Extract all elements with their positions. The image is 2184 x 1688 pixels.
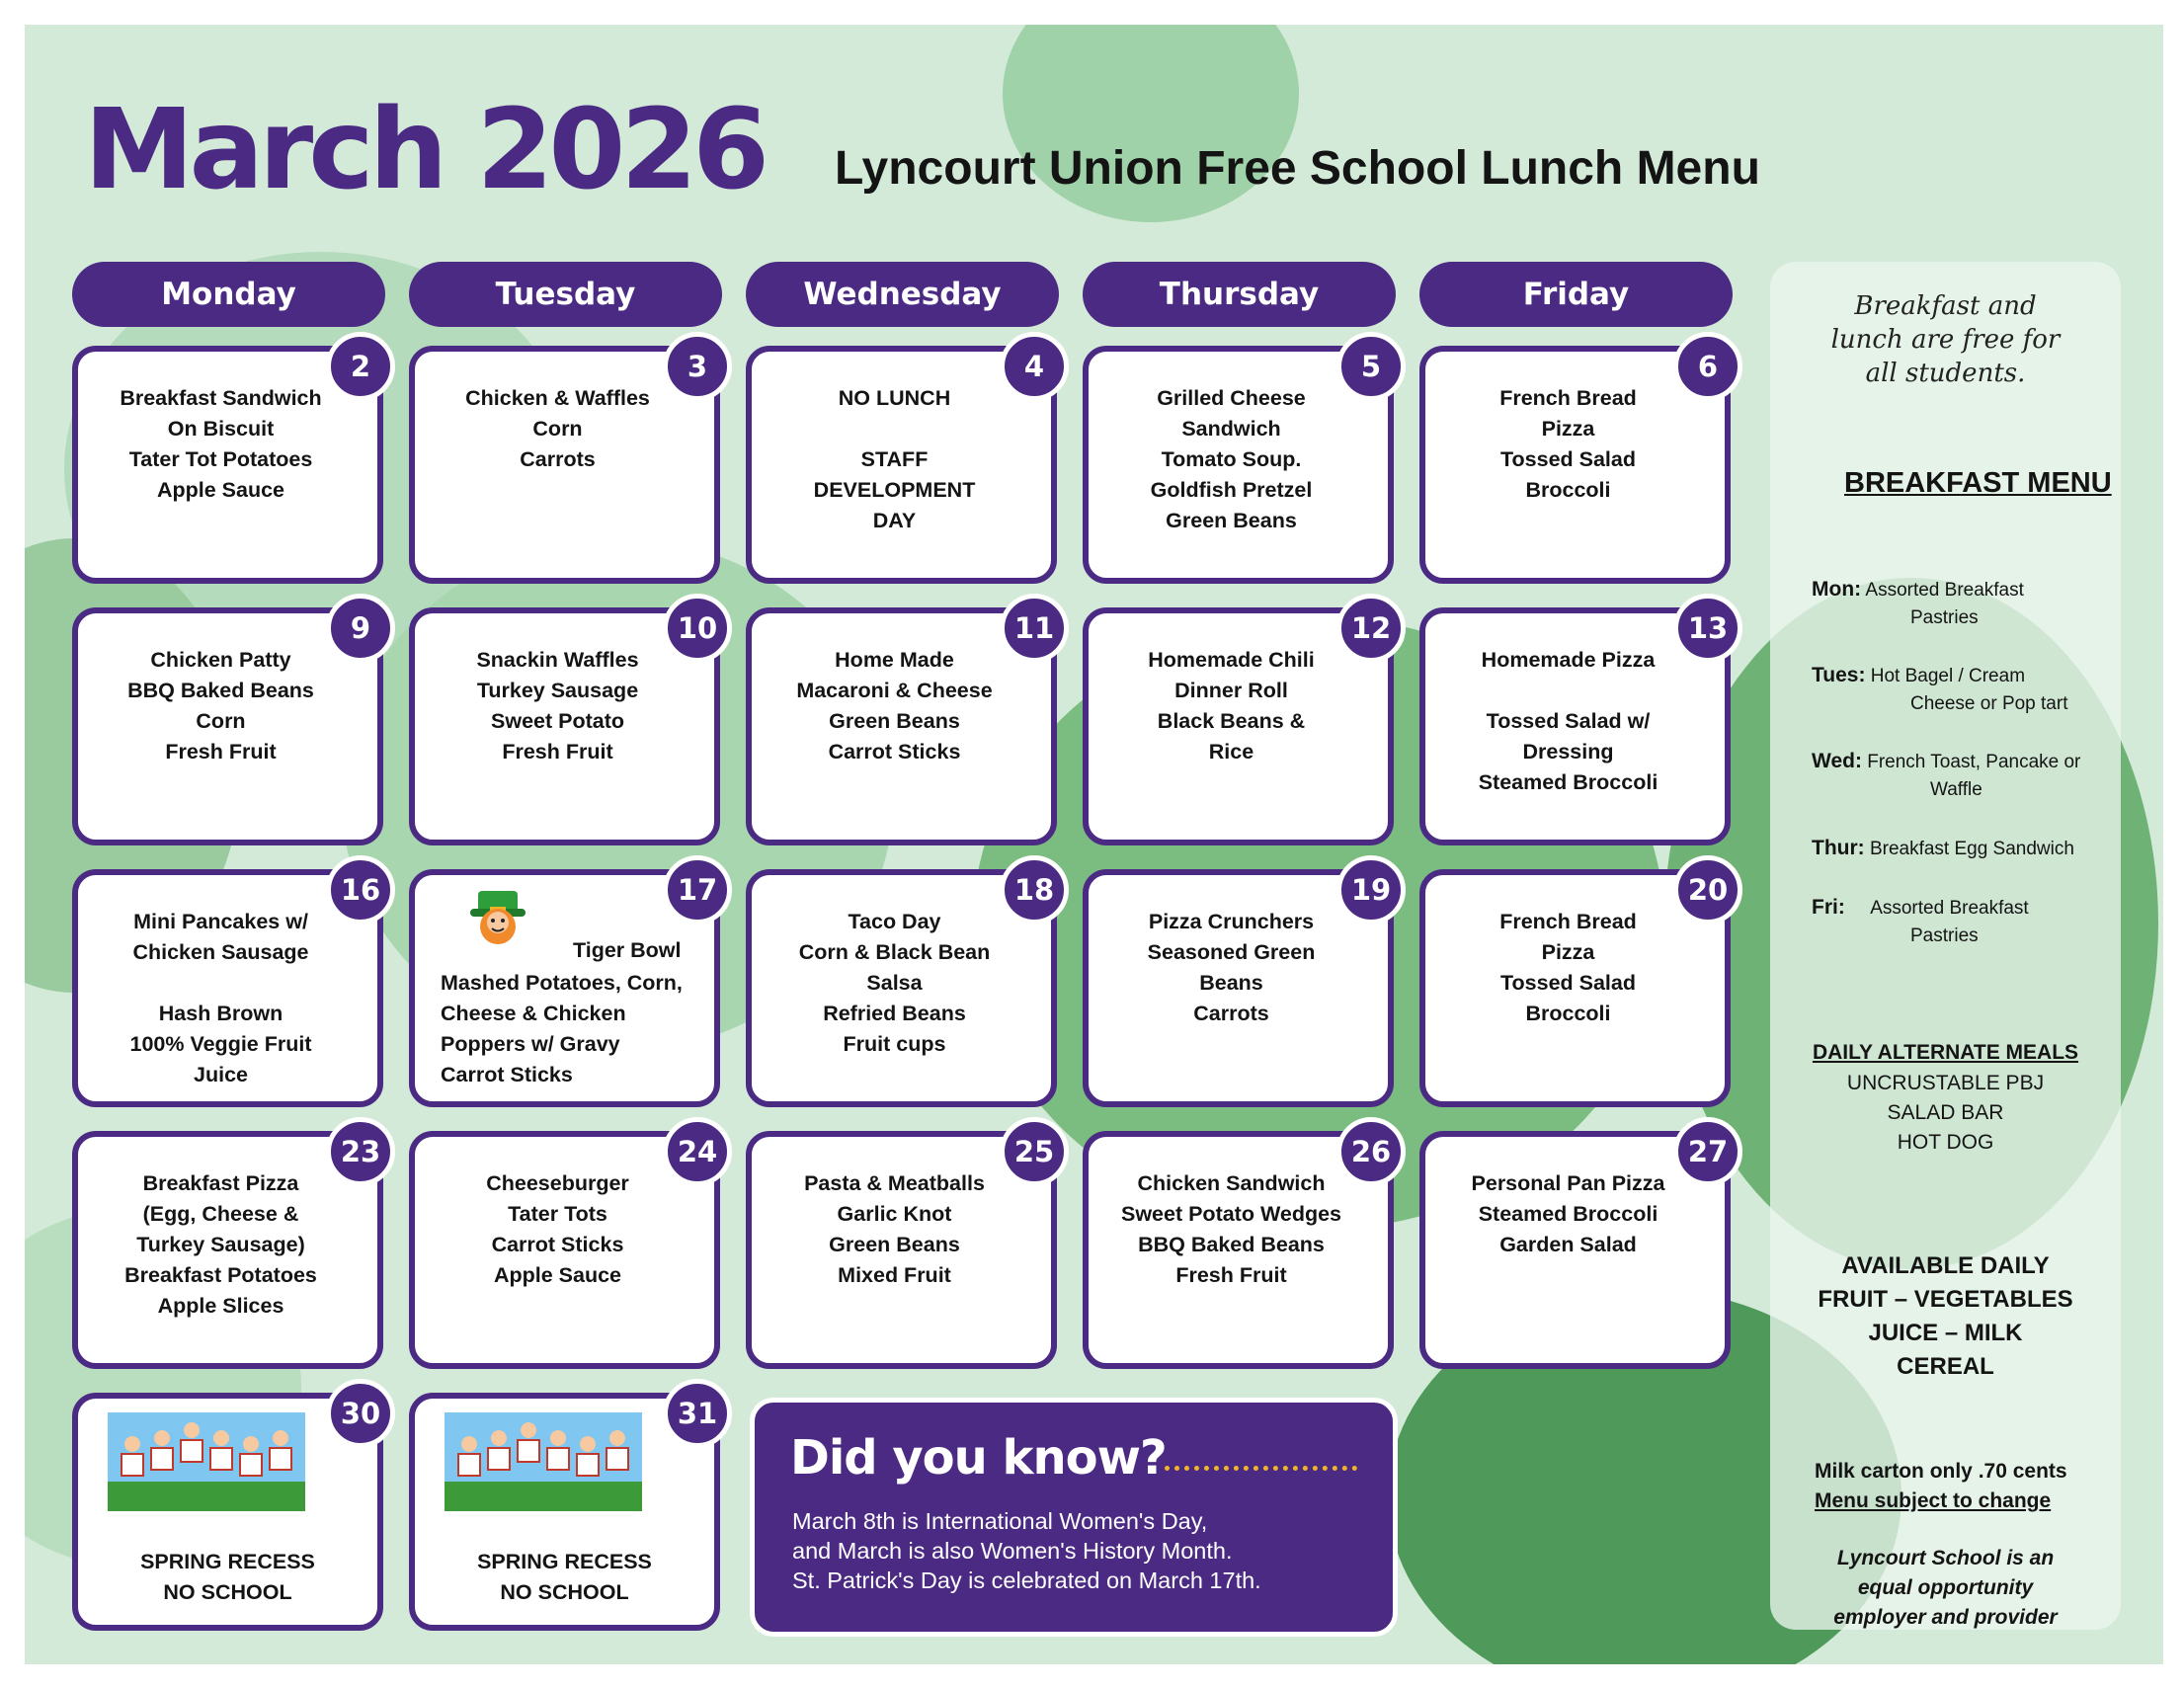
equal-opportunity-note: [1770, 1544, 2121, 1633]
menu-line: DEVELOPMENT: [813, 478, 976, 502]
menu-page: [25, 25, 2163, 1664]
menu-line: Pasta & Meatballs: [804, 1171, 985, 1195]
day-number: 27: [1673, 1117, 1742, 1186]
day-cell: [72, 1131, 383, 1369]
menu-line: Apple Sauce: [156, 478, 285, 502]
menu-line: Corn: [196, 709, 246, 733]
menu-line: Green Beans: [829, 1233, 960, 1256]
menu-line: Sweet Potato Wedges: [1120, 1202, 1341, 1226]
menu-line: Juice: [194, 1063, 248, 1086]
menu-items: [768, 383, 1021, 536]
menu-line: Salsa: [866, 971, 923, 995]
day-number: 30: [326, 1379, 395, 1448]
breakfast-text: Assorted Breakfast: [1865, 580, 2024, 601]
did-you-know-title: Did you know?: [790, 1430, 1167, 1486]
breakfast-day: Mon:: [1812, 578, 1862, 601]
menu-spacer: [1441, 676, 1695, 706]
day-number: 16: [326, 855, 395, 924]
menu-line: Green Beans: [1166, 509, 1297, 532]
note-line: all students.: [1865, 359, 2026, 388]
breakfast-text: French Toast, Pancake or: [1867, 752, 2081, 772]
menu-line: Mashed Potatoes, Corn,: [441, 971, 683, 995]
menu-line: Dinner Roll: [1174, 679, 1288, 702]
day-cell: [1083, 1131, 1394, 1369]
alternate-meals-heading: DAILY ALTERNATE MEALS: [1812, 1041, 2079, 1064]
breakfast-day: Fri:: [1812, 896, 1845, 919]
menu-line: Fresh Fruit: [165, 740, 277, 764]
day-cell: [1083, 869, 1394, 1107]
menu-line: Tossed Salad: [1499, 447, 1636, 471]
day-cell: [1419, 346, 1731, 584]
day-number: 23: [326, 1117, 395, 1186]
menu-line: Tater Tot Potatoes: [128, 447, 313, 471]
day-cell: [1419, 869, 1731, 1107]
breakfast-item: [1812, 662, 2067, 718]
menu-line: Cheese & Chicken: [441, 1002, 626, 1025]
day-cell: [1419, 1131, 1731, 1369]
day-number: 19: [1336, 855, 1406, 924]
breakfast-text-cont: Pastries: [1910, 607, 1979, 628]
milk-price: Milk carton only .70 cents: [1815, 1460, 2067, 1483]
day-cell: [746, 1131, 1057, 1369]
menu-line: Homemade Pizza: [1481, 648, 1656, 672]
menu-line: Rice: [1208, 740, 1254, 764]
month-title: March 2026: [84, 86, 766, 214]
alternate-meals: [1770, 1037, 2121, 1158]
menu-items: [431, 645, 685, 767]
day-cell: [409, 607, 720, 845]
menu-line: Poppers w/ Gravy: [441, 1032, 620, 1056]
menu-line: Chicken Sandwich: [1137, 1171, 1326, 1195]
menu-items: [1441, 383, 1695, 506]
breakfast-item: [1812, 894, 2029, 950]
menu-line: Tossed Salad: [1499, 971, 1636, 995]
day-number: 25: [1000, 1117, 1069, 1186]
milk-note: [1815, 1457, 2067, 1516]
note-line: employer and provider: [1833, 1606, 2058, 1629]
weekday-header-thursday: Thursday: [1083, 262, 1396, 327]
day-number: 26: [1336, 1117, 1406, 1186]
menu-items: [431, 1168, 685, 1291]
day-cell: [409, 869, 720, 1107]
day-number: 3: [663, 332, 732, 401]
menu-line: Corn: [532, 417, 583, 441]
menu-line: Mixed Fruit: [838, 1263, 951, 1287]
fact-line: March 8th is International Women's Day,: [792, 1508, 1208, 1534]
menu-line: Cheeseburger: [486, 1171, 629, 1195]
menu-line: Carrots: [1193, 1002, 1269, 1025]
spring-picture: [445, 1412, 642, 1511]
day-cell: [1083, 346, 1394, 584]
menu-line: Fruit cups: [843, 1032, 946, 1056]
menu-line: NO SCHOOL: [163, 1580, 292, 1604]
breakfast-item: [1812, 748, 2080, 804]
menu-line: Turkey Sausage): [136, 1233, 305, 1256]
menu-items: [94, 645, 348, 767]
info-sidebar: [1770, 262, 2121, 1630]
did-you-know-text: [792, 1506, 1261, 1595]
available-line: FRUIT – VEGETABLES: [1818, 1286, 2073, 1313]
menu-line: Beans: [1199, 971, 1263, 995]
menu-line: Black Beans &: [1157, 709, 1306, 733]
menu-line: Carrots: [520, 447, 596, 471]
menu-line: Taco Day: [848, 910, 941, 933]
menu-line: Personal Pan Pizza: [1471, 1171, 1665, 1195]
day-cell: [746, 607, 1057, 845]
menu-line: Pizza: [1541, 417, 1595, 441]
tiger-bowl-label: Tiger Bowl: [573, 938, 682, 962]
menu-items: [1104, 907, 1358, 1029]
day-number: 5: [1336, 332, 1406, 401]
recess-notice: [415, 1547, 714, 1608]
menu-items: [1441, 907, 1695, 1029]
menu-line: Tater Tots: [508, 1202, 607, 1226]
menu-line: Seasoned Green: [1147, 940, 1316, 964]
menu-line: Goldfish Pretzel: [1150, 478, 1313, 502]
menu-line: Dressing: [1522, 740, 1614, 764]
menu-line: On Biscuit: [167, 417, 275, 441]
day-cell: [72, 607, 383, 845]
menu-line: Sandwich: [1181, 417, 1281, 441]
available-line: JUICE – MILK: [1868, 1320, 2023, 1346]
menu-items: [768, 1168, 1021, 1291]
menu-line: Grilled Cheese: [1157, 386, 1306, 410]
day-number: 31: [663, 1379, 732, 1448]
menu-line: Breakfast Sandwich: [120, 386, 322, 410]
menu-line: French Bread: [1499, 386, 1637, 410]
menu-items: [1104, 1168, 1358, 1291]
menu-line: Carrot Sticks: [441, 1063, 573, 1086]
day-number: 17: [663, 855, 732, 924]
did-you-know-box: [750, 1398, 1398, 1637]
menu-line: Garlic Knot: [837, 1202, 952, 1226]
day-number: 2: [326, 332, 395, 401]
weekday-header-monday: Monday: [72, 262, 385, 327]
breakfast-text: Assorted Breakfast: [1870, 898, 2029, 919]
menu-line: Refried Beans: [823, 1002, 966, 1025]
menu-line: Broccoli: [1525, 478, 1611, 502]
menu-line: Tomato Soup.: [1161, 447, 1302, 471]
menu-line: Steamed Broccoli: [1478, 1202, 1658, 1226]
free-meals-note: [1770, 289, 2121, 390]
available-line: AVAILABLE DAILY: [1841, 1252, 2050, 1279]
menu-line: Chicken Patty: [150, 648, 291, 672]
day-number: 4: [1000, 332, 1069, 401]
menu-line: Chicken & Waffles: [465, 386, 650, 410]
menu-spacer: [94, 968, 348, 999]
breakfast-text-cont: Pastries: [1910, 925, 1979, 946]
menu-line: Pizza: [1541, 940, 1595, 964]
breakfast-text: Breakfast Egg Sandwich: [1869, 839, 2074, 859]
fact-line: St. Patrick's Day is celebrated on March 17th.: [792, 1567, 1261, 1593]
day-cell: [1419, 607, 1731, 845]
menu-items: [441, 968, 685, 1090]
menu-change-note: Menu subject to change: [1815, 1489, 2052, 1512]
day-cell: [72, 346, 383, 584]
day-number: 9: [326, 594, 395, 663]
dotted-divider: [1165, 1466, 1357, 1471]
weekday-header-friday: Friday: [1419, 262, 1733, 327]
day-cell: [746, 869, 1057, 1107]
note-line: Lyncourt School is an: [1836, 1547, 2055, 1569]
menu-line: Chicken Sausage: [132, 940, 309, 964]
menu-line: DAY: [872, 509, 917, 532]
weekday-header-wednesday: Wednesday: [746, 262, 1059, 327]
menu-line: Carrot Sticks: [491, 1233, 624, 1256]
menu-line: BBQ Baked Beans: [1138, 1233, 1325, 1256]
breakfast-day: Tues:: [1812, 664, 1866, 686]
note-line: equal opportunity: [1857, 1576, 2034, 1599]
menu-line: Apple Sauce: [493, 1263, 622, 1287]
breakfast-day: Wed:: [1812, 750, 1862, 772]
day-cell: [72, 1393, 383, 1631]
alternate-meal-item: UNCRUSTABLE PBJ: [1846, 1072, 2045, 1094]
menu-line: STAFF: [860, 447, 929, 471]
breakfast-text-cont: Cheese or Pop tart: [1910, 693, 2068, 714]
menu-items: [1441, 645, 1695, 798]
menu-line: SPRING RECESS: [140, 1550, 315, 1573]
breakfast-item: [1812, 576, 2024, 632]
available-daily: [1770, 1249, 2121, 1384]
day-number: 12: [1336, 594, 1406, 663]
menu-line: (Egg, Cheese &: [142, 1202, 299, 1226]
menu-line: French Bread: [1499, 910, 1637, 933]
menu-items: [94, 1168, 348, 1322]
menu-items: [1104, 645, 1358, 767]
menu-line: Home Made: [835, 648, 954, 672]
available-line: CEREAL: [1897, 1353, 1994, 1380]
spring-picture: [108, 1412, 305, 1511]
menu-items: [431, 383, 685, 475]
menu-items: [768, 645, 1021, 767]
menu-line: NO SCHOOL: [500, 1580, 629, 1604]
menu-line: Breakfast Potatoes: [124, 1263, 317, 1287]
day-cell: [409, 1131, 720, 1369]
menu-line: Broccoli: [1525, 1002, 1611, 1025]
weekday-header-tuesday: Tuesday: [409, 262, 722, 327]
day-number: 24: [663, 1117, 732, 1186]
fact-line: and March is also Women's History Month.: [792, 1538, 1233, 1564]
breakfast-menu-heading: BREAKFAST MENU: [1844, 467, 2112, 499]
day-cell: [72, 869, 383, 1107]
menu-line: Fresh Fruit: [1175, 1263, 1287, 1287]
day-number: 13: [1673, 594, 1742, 663]
day-cell: [746, 346, 1057, 584]
day-cell: [409, 1393, 720, 1631]
menu-line: Homemade Chili: [1148, 648, 1315, 672]
day-cell: [409, 346, 720, 584]
school-title: Lyncourt Union Free School Lunch Menu: [835, 142, 1760, 195]
day-cell: [1083, 607, 1394, 845]
menu-line: BBQ Baked Beans: [127, 679, 314, 702]
day-number: 20: [1673, 855, 1742, 924]
menu-line: Turkey Sausage: [476, 679, 639, 702]
menu-line: Green Beans: [829, 709, 960, 733]
menu-line: Snackin Waffles: [476, 648, 639, 672]
menu-line: Apple Slices: [157, 1294, 284, 1318]
menu-items: [768, 907, 1021, 1060]
menu-items: [1441, 1168, 1695, 1260]
menu-line: Hash Brown: [158, 1002, 283, 1025]
recess-notice: [78, 1547, 377, 1608]
day-number: 11: [1000, 594, 1069, 663]
menu-line: Breakfast Pizza: [142, 1171, 299, 1195]
breakfast-text-cont: Waffle: [1930, 779, 1982, 800]
day-number: 18: [1000, 855, 1069, 924]
menu-line: Carrot Sticks: [828, 740, 961, 764]
leprechaun-icon: [464, 889, 531, 950]
alternate-meal-item: SALAD BAR: [1887, 1101, 2004, 1124]
menu-line: SPRING RECESS: [477, 1550, 652, 1573]
menu-line: Fresh Fruit: [502, 740, 613, 764]
menu-line: Corn & Black Bean: [798, 940, 991, 964]
menu-line: Garden Salad: [1499, 1233, 1637, 1256]
note-line: lunch are free for: [1830, 325, 2061, 355]
breakfast-item: [1812, 835, 2074, 863]
note-line: Breakfast and: [1854, 291, 2037, 321]
menu-line: NO LUNCH: [838, 386, 951, 410]
menu-line: Tossed Salad w/: [1486, 709, 1651, 733]
menu-items: [94, 383, 348, 506]
day-number: 10: [663, 594, 732, 663]
menu-line: Mini Pancakes w/: [133, 910, 308, 933]
menu-line: Macaroni & Cheese: [796, 679, 993, 702]
menu-line: Steamed Broccoli: [1478, 770, 1658, 794]
breakfast-text: Hot Bagel / Cream: [1870, 666, 2026, 686]
menu-line: Sweet Potato: [491, 709, 624, 733]
menu-spacer: [768, 414, 1021, 444]
breakfast-day: Thur:: [1812, 837, 1865, 859]
menu-line: Pizza Crunchers: [1148, 910, 1315, 933]
day-number: 6: [1673, 332, 1742, 401]
menu-line: 100% Veggie Fruit: [129, 1032, 312, 1056]
alternate-meal-item: HOT DOG: [1897, 1131, 1994, 1154]
menu-items: [1104, 383, 1358, 536]
menu-items: [94, 907, 348, 1090]
